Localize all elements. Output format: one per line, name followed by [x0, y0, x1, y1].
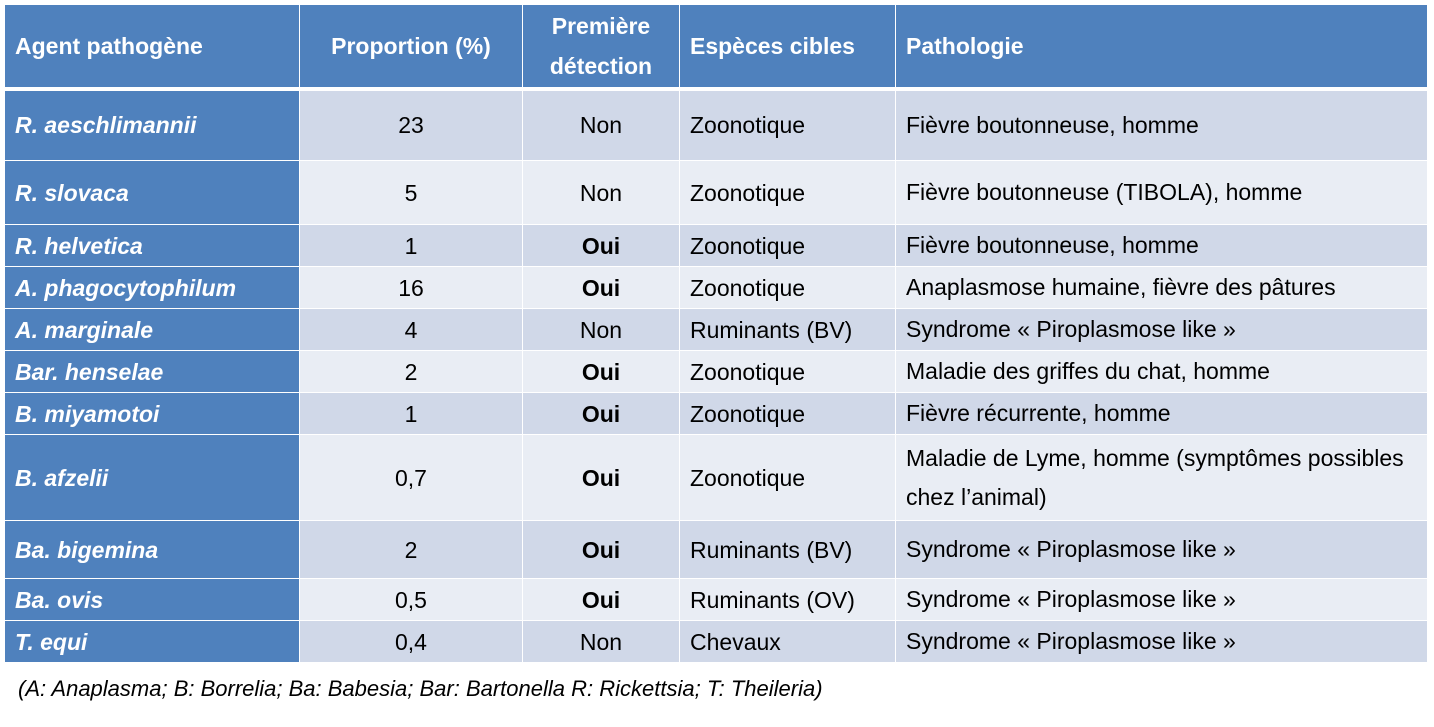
header-proportion: Proportion (%) — [300, 5, 523, 89]
cell-proportion: 4 — [300, 309, 523, 351]
cell-species: Ruminants (BV) — [680, 521, 896, 579]
table-row — [5, 621, 1428, 663]
table-body — [5, 89, 1428, 663]
cell-first-detection: Oui — [523, 393, 680, 435]
cell-species: Zoonotique — [680, 225, 896, 267]
cell-proportion: 2 — [300, 351, 523, 393]
cell-first-detection: Non — [523, 621, 680, 663]
cell-pathology: Fièvre boutonneuse (TIBOLA), homme — [896, 161, 1428, 225]
cell-species: Chevaux — [680, 621, 896, 663]
cell-agent: R. helvetica — [5, 225, 300, 267]
cell-agent: B. miyamotoi — [5, 393, 300, 435]
cell-proportion: 0,7 — [300, 435, 523, 521]
table-row — [5, 435, 1428, 521]
cell-agent: A. marginale — [5, 309, 300, 351]
cell-species: Zoonotique — [680, 351, 896, 393]
cell-pathology: Anaplasmose humaine, fièvre des pâtures — [896, 267, 1428, 309]
cell-species: Zoonotique — [680, 161, 896, 225]
cell-species: Zoonotique — [680, 267, 896, 309]
cell-agent: Ba. ovis — [5, 579, 300, 621]
cell-agent: B. afzelii — [5, 435, 300, 521]
cell-proportion: 23 — [300, 89, 523, 161]
header-species: Espèces cibles — [680, 5, 896, 89]
cell-first-detection: Non — [523, 161, 680, 225]
cell-pathology: Syndrome « Piroplasmose like » — [896, 579, 1428, 621]
cell-pathology: Maladie de Lyme, homme (symptômes possibles chez l’animal) — [896, 435, 1428, 521]
cell-agent: T. equi — [5, 621, 300, 663]
cell-agent: Bar. henselae — [5, 351, 300, 393]
table-row — [5, 161, 1428, 225]
header-row — [5, 5, 1428, 89]
cell-agent: R. aeschlimannii — [5, 89, 300, 161]
table-row — [5, 309, 1428, 351]
cell-pathology: Fièvre boutonneuse, homme — [896, 225, 1428, 267]
cell-agent: A. phagocytophilum — [5, 267, 300, 309]
cell-proportion: 1 — [300, 393, 523, 435]
cell-proportion: 5 — [300, 161, 523, 225]
header-pathology: Pathologie — [896, 5, 1428, 89]
table-header — [5, 5, 1428, 89]
cell-pathology: Syndrome « Piroplasmose like » — [896, 309, 1428, 351]
cell-species: Ruminants (OV) — [680, 579, 896, 621]
cell-agent: Ba. bigemina — [5, 521, 300, 579]
cell-proportion: 16 — [300, 267, 523, 309]
cell-proportion: 0,5 — [300, 579, 523, 621]
cell-first-detection: Oui — [523, 351, 680, 393]
cell-species: Zoonotique — [680, 89, 896, 161]
cell-proportion: 1 — [300, 225, 523, 267]
cell-agent: R. slovaca — [5, 161, 300, 225]
header-agent: Agent pathogène — [5, 5, 300, 89]
cell-pathology: Maladie des griffes du chat, homme — [896, 351, 1428, 393]
cell-pathology: Syndrome « Piroplasmose like » — [896, 521, 1428, 579]
cell-first-detection: Non — [523, 309, 680, 351]
table-row — [5, 521, 1428, 579]
table-row — [5, 225, 1428, 267]
cell-pathology: Syndrome « Piroplasmose like » — [896, 621, 1428, 663]
cell-first-detection: Oui — [523, 267, 680, 309]
table-row — [5, 267, 1428, 309]
cell-species: Zoonotique — [680, 393, 896, 435]
table-row — [5, 89, 1428, 161]
cell-pathology: Fièvre récurrente, homme — [896, 393, 1428, 435]
cell-proportion: 2 — [300, 521, 523, 579]
table-row — [5, 351, 1428, 393]
cell-species: Ruminants (BV) — [680, 309, 896, 351]
cell-pathology: Fièvre boutonneuse, homme — [896, 89, 1428, 161]
header-first-detection: Première détection — [523, 5, 680, 89]
abbreviation-legend: (A: Anaplasma; B: Borrelia; Ba: Babesia; Bar: Bartonella R: Rickettsia; T: Theileria) — [18, 676, 823, 701]
table-row — [5, 393, 1428, 435]
cell-first-detection: Oui — [523, 579, 680, 621]
cell-first-detection: Oui — [523, 521, 680, 579]
cell-species: Zoonotique — [680, 435, 896, 521]
cell-proportion: 0,4 — [300, 621, 523, 663]
table-row — [5, 579, 1428, 621]
cell-first-detection: Oui — [523, 435, 680, 521]
pathogen-table — [4, 4, 1428, 663]
cell-first-detection: Oui — [523, 225, 680, 267]
cell-first-detection: Non — [523, 89, 680, 161]
